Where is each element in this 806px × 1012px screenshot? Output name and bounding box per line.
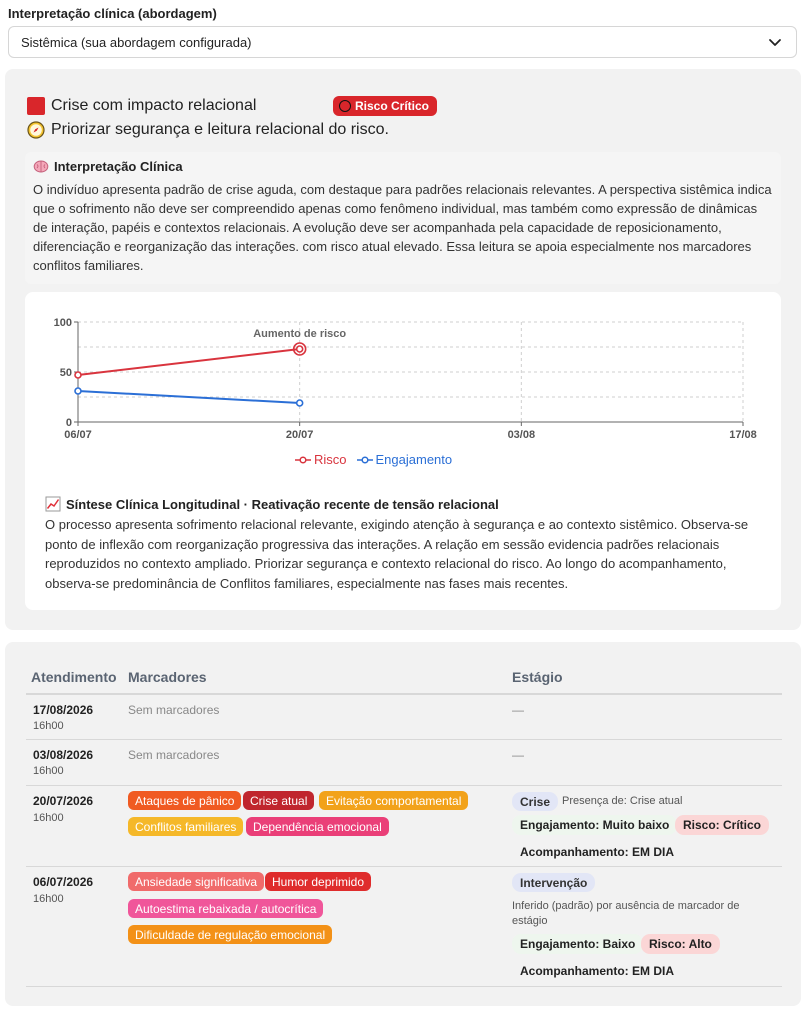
chart-legend	[295, 452, 462, 467]
col-header-date: Atendimento	[31, 669, 117, 685]
status-title: Crise com impacto relacional	[51, 97, 257, 114]
stage-empty: —	[512, 748, 524, 762]
engagement-pill: Engajamento: Baixo	[512, 934, 643, 954]
stage-pill: Intervenção	[512, 873, 595, 892]
x-tick-label: 20/07	[285, 429, 314, 441]
table-row[interactable]	[26, 786, 782, 867]
interpretation-box	[25, 152, 781, 284]
chart-trend-icon	[45, 496, 61, 512]
no-markers-text: Sem marcadores	[128, 748, 220, 762]
x-tick-label: 06/07	[64, 429, 92, 441]
stage-note: Inferido (padrão) por ausência de marcador de estágio	[512, 900, 740, 927]
row-time: 16h00	[33, 720, 64, 732]
marker-tag[interactable]: Conflitos familiares	[128, 817, 243, 836]
y-tick-label: 100	[53, 317, 72, 329]
analysis-card	[5, 69, 801, 630]
interpretation-text: O indivíduo apresenta padrão de crise aguda, com destaque para padrões relacionais relevantes. A perspectiva sistêmica indica que o sofrimento não deve ser compreendido apenas como fenômeno individual, mas também como expressão de dinâmicas de interação, papéis e contextos relacionais. A evolução deve ser acompanhada pela capacidade de reposicionamento, diferenciação e reorganização das interações. com risco atual elevado. Essa leitura se apoia especialmente nos marcadores conflitos familiares.	[33, 182, 772, 273]
approach-selected-value: Sistêmica (sua abordagem configurada)	[21, 34, 252, 50]
status-row	[27, 97, 430, 115]
brain-icon	[33, 158, 49, 174]
follow-up-status: Acompanhamento: EM DIA	[520, 845, 675, 859]
red-circle-icon	[339, 100, 351, 112]
x-tick-label: 17/08	[729, 429, 757, 441]
marker-tag[interactable]: Dependência emocional	[246, 817, 389, 836]
risk-pill: Risco: Crítico	[675, 815, 769, 835]
y-tick-label: 50	[59, 367, 72, 379]
interpretation-title: Interpretação Clínica	[54, 158, 183, 174]
marker-tag[interactable]: Ataques de pânico	[128, 791, 241, 810]
table-row[interactable]	[26, 867, 782, 987]
marker-tag[interactable]: Autoestima rebaixada / autocrítica	[128, 899, 323, 918]
marker-tag[interactable]: Evitação comportamental	[319, 791, 468, 810]
data-point	[297, 400, 303, 406]
table-row[interactable]	[26, 740, 782, 786]
y-tick-label: 0	[65, 417, 72, 429]
row-date: 20/07/2026	[33, 794, 94, 808]
col-header-stage: Estágio	[512, 669, 563, 685]
risk-badge	[333, 96, 437, 116]
legend-marker-risk	[295, 455, 311, 465]
x-tick-label: 03/08	[507, 429, 536, 441]
priority-row	[27, 121, 389, 139]
risk-pill: Risco: Alto	[641, 934, 720, 954]
red-square-icon	[27, 97, 45, 115]
approach-label: Interpretação clínica (abordagem)	[8, 6, 217, 21]
marker-tag[interactable]: Dificuldade de regulação emocional	[128, 925, 332, 944]
engagement-pill: Engajamento: Muito baixo	[512, 815, 677, 835]
history-card	[5, 642, 801, 1006]
compass-icon	[27, 121, 45, 139]
marker-tag[interactable]: Ansiedade significativa	[128, 872, 264, 891]
row-time: 16h00	[33, 893, 64, 905]
row-date: 06/07/2026	[33, 875, 94, 889]
marker-tag[interactable]: Humor deprimido	[265, 872, 371, 891]
synthesis-title: Síntese Clínica Longitudinal · Reativação recente de tensão relacional	[66, 496, 499, 512]
row-date: 17/08/2026	[33, 703, 94, 717]
follow-up-status: Acompanhamento: EM DIA	[520, 964, 675, 978]
legend-label-risk: Risco	[314, 452, 347, 467]
row-time: 16h00	[33, 812, 64, 824]
chevron-down-icon	[768, 35, 782, 49]
legend-marker-engagement	[357, 455, 373, 465]
chart-card	[25, 292, 781, 610]
data-point	[297, 346, 303, 352]
data-point	[75, 372, 81, 378]
stage-pill: Crise	[512, 792, 558, 811]
legend-item-engagement[interactable]	[357, 452, 453, 467]
col-header-markers: Marcadores	[128, 669, 207, 685]
row-time: 16h00	[33, 765, 64, 777]
approach-select[interactable]	[8, 26, 797, 58]
legend-label-engagement: Engajamento	[375, 452, 453, 467]
legend-item-risk[interactable]	[295, 452, 347, 467]
stage-empty: —	[512, 703, 524, 717]
series-line-risk	[78, 349, 300, 375]
priority-text: Priorizar segurança e leitura relacional do risco.	[51, 121, 389, 138]
row-date: 03/08/2026	[33, 748, 94, 762]
no-markers-text: Sem marcadores	[128, 703, 220, 717]
synthesis-text: O processo apresenta sofrimento relacional relevante, exigindo atenção à segurança e ao contexto sistêmico. Observa-se ponto de inflexão com reorganização progressiva das interações. A relação em sessão evidencia padrões relacionais reproduzidos no contexto ampliado. Priorizar segurança e contexto relacional do risco. Ao longo do acompanhamento, observa-se predominância de Conflitos familiares, especialmente nas fases mais recentes.	[45, 517, 749, 591]
data-point	[75, 388, 81, 394]
synthesis-header	[45, 496, 499, 512]
marker-tag[interactable]: Crise atual	[243, 791, 314, 810]
stage-note: Presença de: Crise atual	[562, 795, 683, 807]
interpretation-header	[33, 158, 773, 174]
risk-badge-label: Risco Crítico	[355, 99, 430, 113]
table-row[interactable]	[26, 695, 782, 740]
annotation-label: Aumento de risco	[253, 328, 347, 340]
